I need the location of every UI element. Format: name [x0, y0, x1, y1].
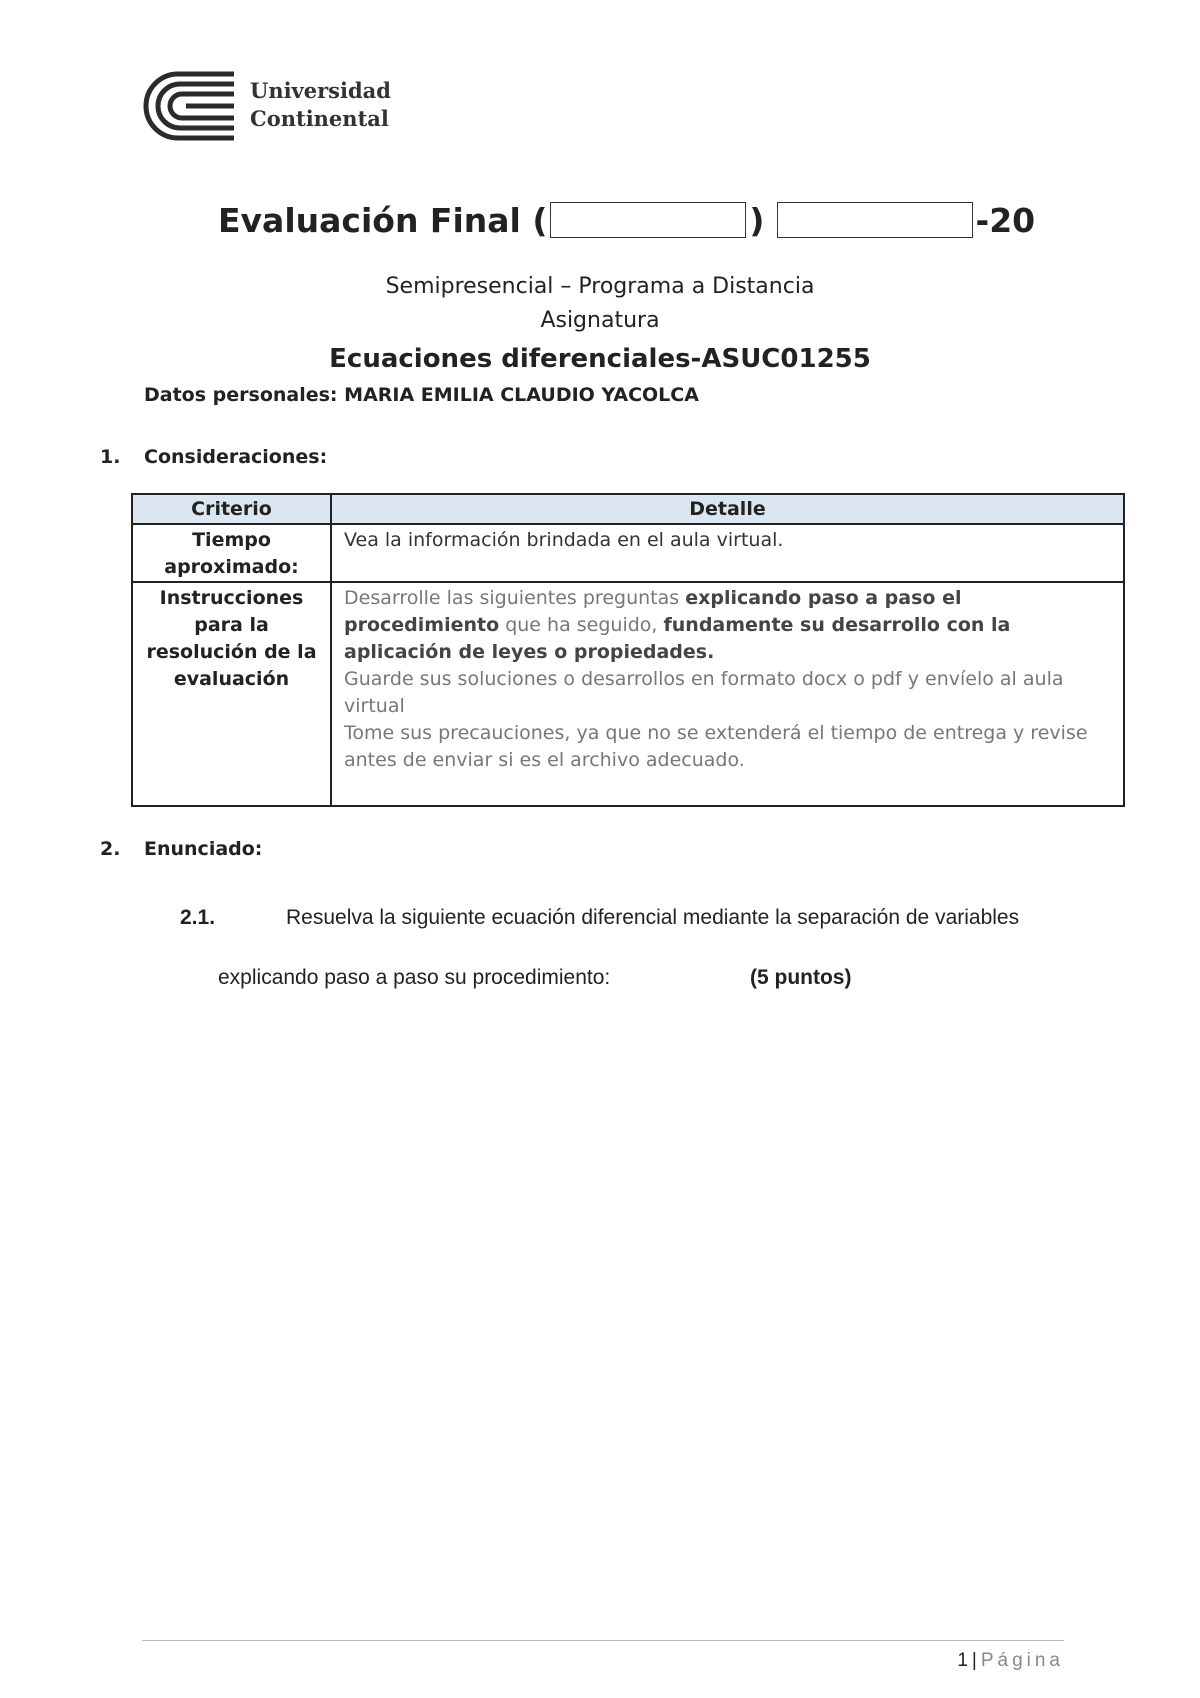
logo-line-2: Continental — [250, 106, 389, 131]
asignatura-label: Asignatura — [540, 308, 660, 333]
instruction-text: Desarrolle las siguientes preguntas — [344, 587, 686, 609]
instruction-text: que ha seguido, — [499, 614, 664, 636]
page-label: Página — [980, 1650, 1064, 1671]
year-blank-box — [777, 202, 973, 238]
period-blank-box — [550, 202, 746, 238]
student-name: MARIA EMILIA CLAUDIO YACOLCA — [344, 384, 699, 406]
course-name: Ecuaciones diferenciales-ASUC01255 — [329, 344, 871, 374]
table-row — [132, 582, 1124, 806]
title-suffix: -20 — [975, 200, 1036, 240]
university-logo — [142, 70, 402, 142]
page-number: 1 — [957, 1650, 968, 1671]
header-criterio: Criterio — [132, 494, 331, 524]
header-detalle: Detalle — [331, 494, 1124, 524]
instruction-paragraph-3: Tome sus precauciones, ya que no se extenderá el tiempo de entrega y revise antes de enviar si es el archivo adecuado. — [344, 722, 1088, 771]
page-footer — [900, 1650, 1064, 1672]
title-prefix: Evaluación Final ( — [218, 200, 548, 240]
section-2-title: Enunciado: — [144, 838, 263, 860]
logo-line-1: Universidad — [250, 78, 391, 103]
instruction-emphasis: fundamente su desarrollo con la aplicación de leyes o propiedades. — [344, 614, 1011, 663]
section-1-number: 1. — [100, 446, 121, 468]
personal-data — [144, 384, 699, 406]
considerations-table — [131, 493, 1125, 807]
logo-mark-icon — [142, 70, 238, 142]
criterio-tiempo: Tiempo aproximado: — [132, 524, 331, 582]
detalle-instrucciones — [331, 582, 1124, 806]
section-2-number: 2. — [100, 838, 121, 860]
footer-separator: | — [971, 1650, 977, 1671]
detalle-tiempo: Vea la información brindada en el aula virtual. — [331, 524, 1124, 582]
table-header-row — [132, 494, 1124, 524]
criterio-instrucciones: Instrucciones para la resolución de la evaluación — [132, 582, 331, 806]
question-text-line-2: explicando paso a paso su procedimiento: — [218, 966, 611, 989]
instruction-emphasis: explicando paso a paso el procedimiento — [344, 587, 962, 636]
section-1-title: Consideraciones: — [144, 446, 328, 468]
instruction-paragraph-2: Guarde sus soluciones o desarrollos en formato docx o pdf y envíelo al aula virtual — [344, 668, 1064, 717]
instruction-paragraph-1 — [344, 585, 1113, 666]
question-text-line-1: Resuelva la siguiente ecuación diferencial mediante la separación de variables — [286, 906, 1020, 929]
question-points: (5 puntos) — [750, 966, 852, 989]
modality-subtitle: Semipresencial – Programa a Distancia — [385, 274, 815, 299]
question-number: 2.1. — [180, 906, 216, 929]
personal-data-label: Datos personales: — [144, 384, 338, 406]
page-title — [218, 194, 1035, 246]
table-row — [132, 524, 1124, 582]
footer-divider — [142, 1640, 1064, 1641]
title-middle: ) — [749, 200, 765, 240]
